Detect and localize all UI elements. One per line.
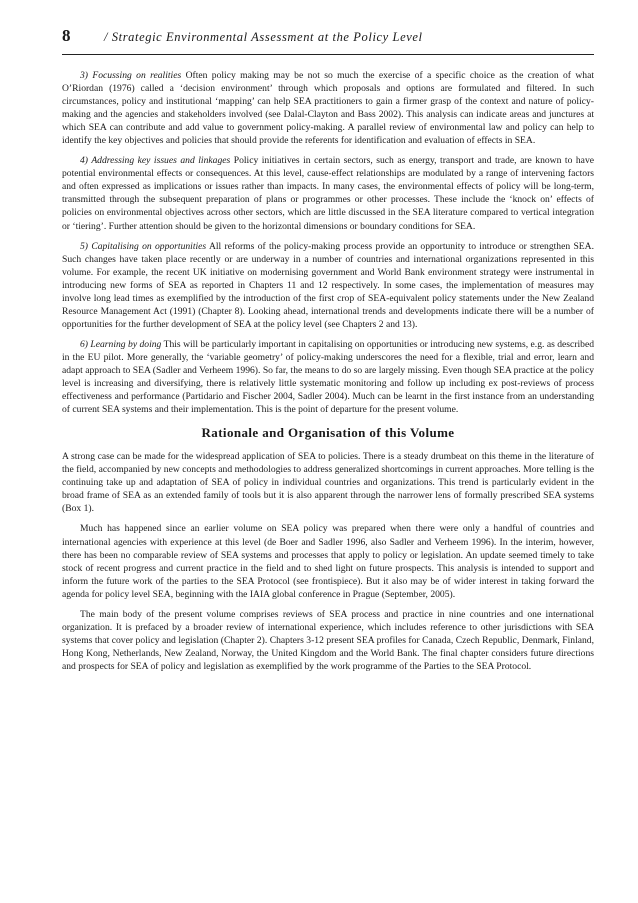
section-paragraph: The main body of the present volume comprises reviews of SEA process and practice in nine countries and one international organization. It is prefaced by a broader review of international experience, which includes reference to other jurisdictions with SEA systems that cover policy and legislation (Chapter 2). Chapters 3-12 present SEA profiles for Canada, Czech Republic, Denmark, Finland, Hong Kong, Netherlands, New Zealand, Norway, the United Kingdom and the World Bank. The final chapter considers future directions and prospects for SEA of policy and legislation as exemplified by the work programme of the Parties to the SEA Protocol. — [62, 608, 594, 672]
paragraph-focussing-on-realities — [62, 69, 594, 147]
paragraph-learning-by-doing — [62, 338, 594, 416]
paragraph-capitalising-on-opportunities — [62, 240, 594, 331]
page-header — [62, 26, 594, 55]
paragraph-addressing-key-issues — [62, 154, 594, 232]
paragraph-lead: 5) Capitalising on opportunities — [80, 240, 207, 252]
body-text — [62, 69, 594, 673]
section-heading: Rationale and Organisation of this Volume — [201, 425, 455, 441]
page — [62, 26, 594, 680]
paragraph-text: Often policy making may be not so much the exercise of a specific choice as the creation of what O’Riordan (1976) called a ‘decision environment’ through which proposals and options are formulated and filtered. In such circumstances, policy and institutional ‘mapping’ can help SEA practitioners to gain a firmer grasp of the context and nature of policy-making and the agencies and stakeholders involved (see Dalal-Clayton and Bass 2002). This analysis can indicate areas and junctures at which SEA can contribute and add value to government policy-making. A parallel review of environmental law and policy can help to identify the key objectives and policies that should provide the referents for identification and evaluation of effects in SEA. — [62, 70, 594, 147]
section-paragraph: A strong case can be made for the widespread application of SEA to policies. There is a steady drumbeat on this theme in the literature of the field, accompanied by new concepts and methodologies to address generalized shortcomings in current approaches. More telling is the continuing take up and adaptation of SEA of policy in individual countries and organizations. This trend is particularly evident in the broad frame of SEA as an extended family of tools but it is also apparent through the narrower lens of formally prescribed SEA systems (Box 1). — [62, 451, 594, 515]
running-head: / Strategic Environmental Assessment at the Policy Level — [104, 30, 423, 44]
paragraph-text: Policy initiatives in certain sectors, such as energy, transport and trade, are known to have potential environmental effects or consequences. At this level, cause-effect relationships are modulated by a range of intervening factors and often expressed as implications or issues rather than impacts. In many cases, the environmental effects of policy will be long-term, transmitted through the subsequent preparation of plans or programmes or other processes. These include the ‘knock on’ effects of policies on environmental objectives across other sectors, which are little discussed in the SEA literature compared to vertical integration or ‘tiering’. Further attention should be given to the horizontal dimensions or boundary conditions for SEA. — [62, 155, 594, 232]
section-paragraph: Much has happened since an earlier volume on SEA policy was prepared when there were only a handful of countries and international agencies with experience at this level (de Boer and Sadler 1996, also Sadler and Verheem 1996). In the interim, however, there has been no comparable review of SEA systems and processes that apply to policy or legislation. An update seemed timely to take stock of recent progress and current practice in the field and to shed light on future prospects. This analysis is intended to support and inform the future work of the parties to the SEA Protocol (see frontispiece). But it also may be of wider interest in taking forward the agenda for policy level SEA, beginning with the IAIA global conference in Prague (September, 2005). — [62, 523, 594, 600]
paragraph-text: This will be particularly important in capitalising on opportunities or introducing new systems, e.g. as described in the EU pilot. More generally, the ‘variable geometry’ of policy-making underscores the need for a flexible, trial and error, learn and adapt approach to SEA (Sadler and Verheem 1996). So far, the means to do so are largely missing. Even though SEA practice at the policy level is increasing and diversifying, there is relatively little systematic monitoring and follow up including ex post-reviews of process effectiveness and performance (Partidario and Fischer 2004, Sadler 2004). Much can be learnt in the first instance from an understanding of current SEA systems and their implementation. This is the point of departure for the present volume. — [62, 338, 594, 416]
paragraph-text: All reforms of the policy-making process provide an opportunity to introduce or strengthen SEA. Such changes have taken place recently or are underway in a number of countries and international organizations represented in this volume. For example, the recent UK initiative on modernising government and World Bank environment strategy were instrumental in introducing new forms of SEA as reported in Chapters 11 and 12 respectively. In some cases, the implementation of measures may involve long lead times as exemplified by the introduction of the first crop of SEA-equivalent policy statements under the New Zealand Resource Management Act (1991) (Chapter 8). Looking ahead, international trends and developments indicate there will be a number of opportunities for the further development of SEA at the policy level (see Chapters 2 and 13). — [62, 240, 594, 330]
paragraph-lead: 6) Learning by doing — [80, 338, 162, 350]
paragraph-lead: 4) Addressing key issues and linkages — [80, 155, 231, 167]
page-number: 8 — [62, 26, 71, 45]
paragraph-lead: 3) Focussing on realities — [80, 70, 182, 81]
